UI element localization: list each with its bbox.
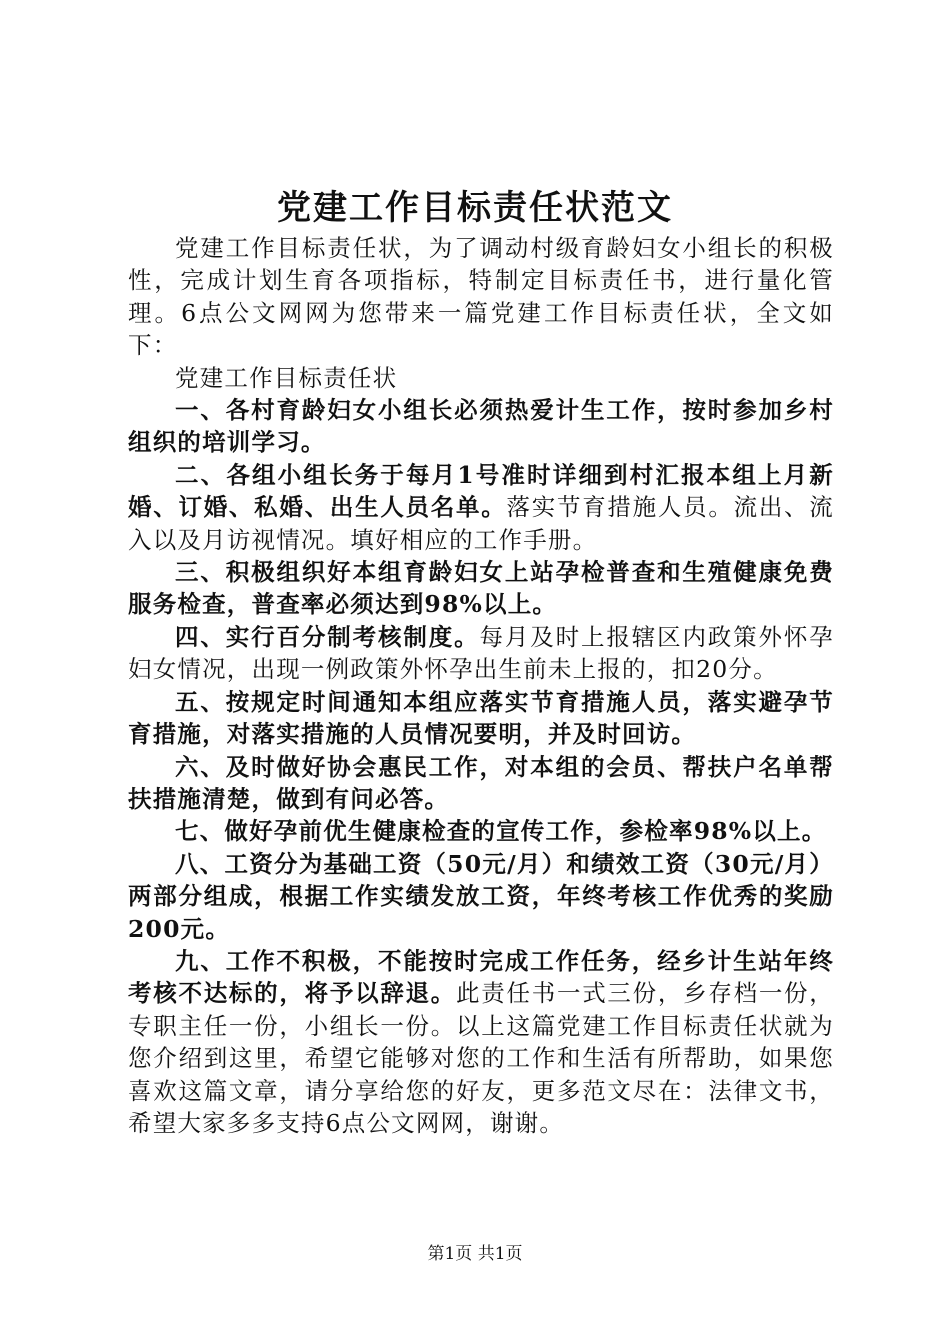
paragraph-item-3 bbox=[128, 556, 834, 621]
paragraph-item-8 bbox=[128, 848, 834, 945]
paragraph-item-6 bbox=[128, 751, 834, 816]
paragraph-bold-text: 二、各组小组长务于每月1号准时详细到村汇报本组上月新婚、订婚、私婚、出生人员名单。 bbox=[128, 460, 834, 522]
paragraph-text: 每月及时上报辖区内政策外怀孕妇女情况，出现一例政策外怀孕出生前未上报的，扣20分。 bbox=[128, 622, 834, 684]
paragraph-subheading bbox=[128, 362, 834, 394]
paragraph-bold-text: 七、做好孕前优生健康检查的宣传工作，参检率98%以上。 bbox=[175, 817, 827, 846]
paragraph-item-4 bbox=[128, 621, 834, 686]
paragraph-bold-text: 三、积极组织好本组育龄妇女上站孕检普查和生殖健康免费服务检查，普查率必须达到98%以上。 bbox=[128, 558, 834, 619]
document-body bbox=[128, 232, 834, 1139]
paragraph-text: 党建工作目标责任状 bbox=[175, 363, 398, 392]
page-footer: 第1页 共1页 bbox=[427, 1244, 523, 1264]
paragraph-item-5 bbox=[128, 686, 834, 751]
paragraph-bold-text: 八、工资分为基础工资（50元/月）和绩效工资（30元/月）两部分组成，根据工作实绩发放工资，年终考核工作优秀的奖励200元。 bbox=[128, 849, 834, 943]
paragraph-item-7 bbox=[128, 815, 834, 847]
document-title: 党建工作目标责任状范文 bbox=[277, 188, 673, 228]
paragraph-bold-text: 四、实行百分制考核制度。 bbox=[175, 622, 480, 651]
paragraph-text: 落实节育措施人员。流出、流入以及月访视情况。填好相应的工作手册。 bbox=[128, 493, 834, 554]
paragraph-item-9 bbox=[128, 945, 834, 1139]
paragraph-intro bbox=[128, 232, 834, 362]
paragraph-bold-text: 五、按规定时间通知本组应落实节育措施人员，落实避孕节育措施，对落实措施的人员情况要明，并及时回访。 bbox=[128, 687, 834, 749]
paragraph-item-1 bbox=[128, 394, 834, 459]
paragraph-bold-text: 九、工作不积极，不能按时完成工作任务，经乡计生站年终考核不达标的，将予以辞退。 bbox=[128, 946, 834, 1008]
paragraph-bold-text: 一、各村育龄妇女小组长必须热爱计生工作，按时参加乡村组织的培训学习。 bbox=[128, 396, 834, 457]
paragraph-text: 党建工作目标责任状，为了调动村级育龄妇女小组长的积极性，完成计划生育各项指标，特制定目标责任书，进行量化管理。6点公文网网为您带来一篇党建工作目标责任状，全文如下： bbox=[128, 234, 834, 360]
paragraph-item-2 bbox=[128, 459, 834, 556]
paragraph-bold-text: 六、及时做好协会惠民工作，对本组的会员、帮扶户名单帮扶措施清楚，做到有问必答。 bbox=[128, 752, 834, 813]
paragraph-text: 此责任书一式三份，乡存档一份，专职主任一份，小组长一份。以上这篇党建工作目标责任状就为您介绍到这里，希望它能够对您的工作和生活有所帮助，如果您喜欢这篇文章，请分享给您的好友，更多范文尽在：法律文书，希望大家多多支持6点公文网网，谢谢。 bbox=[128, 979, 834, 1137]
